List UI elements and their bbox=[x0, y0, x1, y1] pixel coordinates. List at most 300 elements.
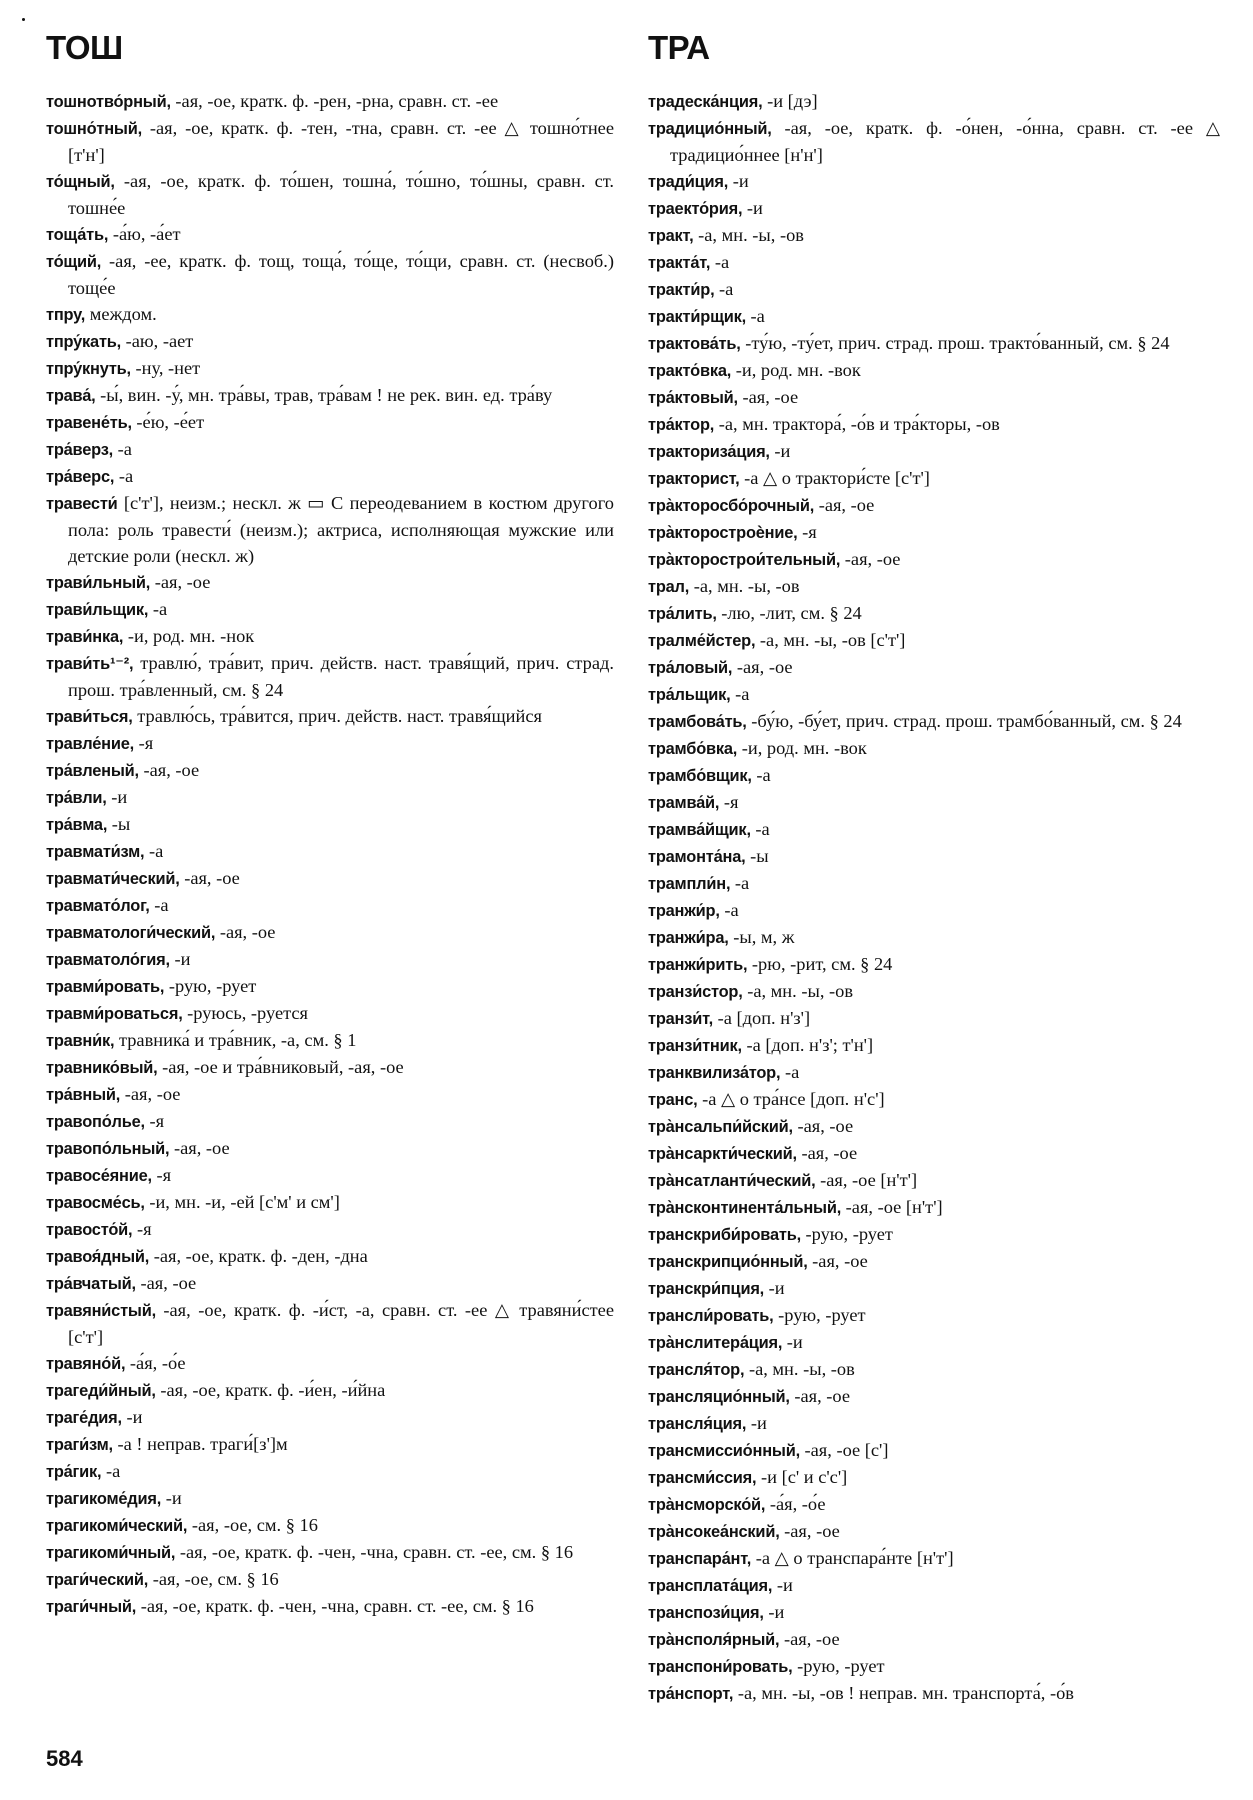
entry-headword: траекто́рия, bbox=[648, 200, 743, 218]
dictionary-entry bbox=[46, 1243, 614, 1270]
entry-headword: тра́гик, bbox=[46, 1463, 102, 1481]
dictionary-entry bbox=[648, 195, 1220, 222]
dictionary-entry bbox=[648, 276, 1220, 303]
entry-headword: тра́вный, bbox=[46, 1086, 121, 1104]
entry-text: -и bbox=[746, 1413, 767, 1433]
entry-headword: трамбова́ть, bbox=[648, 713, 747, 731]
dictionary-entry bbox=[648, 843, 1220, 870]
entry-headword: тпру, bbox=[46, 306, 86, 324]
entry-headword: тра́нспорт, bbox=[648, 1685, 734, 1703]
entry-headword: травле́ние, bbox=[46, 735, 134, 753]
entry-text: -рую, -рует bbox=[792, 1656, 885, 1676]
entry-headword: транскриби́ровать, bbox=[648, 1226, 801, 1244]
dictionary-entry bbox=[46, 811, 614, 838]
entry-text: -ая, -ое, кратк. ф. -рен, -рна, сравн. ст. -ее bbox=[170, 91, 499, 111]
entry-text: -ая, -ое bbox=[779, 1629, 840, 1649]
entry-text: -и, род. мн. -нок bbox=[123, 626, 255, 646]
entry-headword: травести́ bbox=[46, 495, 118, 513]
entry-text: -а́я, -о́е bbox=[125, 1353, 186, 1373]
entry-text: -а, мн. -ы, -ов bbox=[742, 981, 854, 1001]
entry-headword: трамва́йщик, bbox=[648, 821, 751, 839]
entry-text: -е́ю, -е́ет bbox=[131, 412, 205, 432]
entry-text: -ая, -ое bbox=[840, 549, 901, 569]
dictionary-entry bbox=[648, 519, 1220, 546]
dictionary-entry bbox=[648, 438, 1220, 465]
dictionary-entry bbox=[648, 654, 1220, 681]
dictionary-entry bbox=[46, 730, 614, 757]
dictionary-entry bbox=[46, 1216, 614, 1243]
entry-headword: тра̀нсконтинента́льный, bbox=[648, 1199, 842, 1217]
entry-headword: трави́льщик, bbox=[46, 601, 149, 619]
entry-headword: тпру́кать, bbox=[46, 333, 122, 351]
entry-text: -я bbox=[151, 1165, 172, 1185]
entry-text: -и bbox=[161, 1488, 182, 1508]
entry-text: -а bbox=[751, 765, 771, 785]
entry-text: -ая, -ое и тра́вниковый, -ая, -ое bbox=[157, 1057, 404, 1077]
entry-text: травлю́, тра́вит, прич. действ. наст. травя́щий, прич. страд. прош. тра́вленный, см. § 24 bbox=[68, 653, 614, 700]
entry-headword: тра́льщик, bbox=[648, 686, 731, 704]
entry-headword: тра̀нсаркти́ческий, bbox=[648, 1145, 797, 1163]
dictionary-entry bbox=[46, 1377, 614, 1404]
entry-headword: травматоло́гия, bbox=[46, 951, 170, 969]
entry-text: -бу́ю, -бу́ет, прич. страд. прош. трамбо́ванный, см. § 24 bbox=[746, 711, 1182, 731]
dictionary-entry bbox=[648, 1059, 1220, 1086]
entry-headword: травосме́сь, bbox=[46, 1194, 145, 1212]
entry-text: [с'т'], неизм.; нескл. ж ▭ С переодеванием в костюм другого пола: роль травести́ (неизм.); актриса, исполняющая мужские или детские роли (нескл. ж) bbox=[68, 493, 614, 566]
entry-headword: тра̀кторостроѐние, bbox=[648, 524, 798, 542]
entry-headword: транспози́ция, bbox=[648, 1604, 764, 1622]
entry-text: -я bbox=[132, 1219, 152, 1239]
entry-text: -ая, -ое bbox=[732, 657, 793, 677]
dictionary-entry bbox=[648, 1653, 1220, 1680]
entry-text: -а, мн. -ы, -ов bbox=[693, 225, 804, 245]
entry-text: -ая, -ое [н'т'] bbox=[841, 1197, 943, 1217]
entry-headword: трави́ться, bbox=[46, 708, 133, 726]
entry-headword: траге́дия, bbox=[46, 1409, 122, 1427]
entry-text: -ая, -ое bbox=[789, 1386, 850, 1406]
entry-headword: транспара́нт, bbox=[648, 1550, 752, 1568]
entry-headword: трал, bbox=[648, 578, 690, 596]
entry-text: -и, род. мн. -вок bbox=[737, 738, 867, 758]
dictionary-entry bbox=[46, 1539, 614, 1566]
entry-headword: тра́ктовый, bbox=[648, 389, 738, 407]
entry-text: -ая, -ое bbox=[215, 922, 276, 942]
dictionary-entry bbox=[648, 1140, 1220, 1167]
dictionary-entry bbox=[648, 1275, 1220, 1302]
entry-text: -и, мн. -и, -ей [с'м' и см'] bbox=[144, 1192, 340, 1212]
running-head-left: ТОШ bbox=[46, 29, 123, 66]
entry-headword: традицио́нный, bbox=[648, 120, 772, 138]
entry-headword: транскрипцио́нный, bbox=[648, 1253, 808, 1271]
dictionary-entry bbox=[46, 382, 614, 409]
dictionary-entry bbox=[648, 1599, 1220, 1626]
entry-headword: транзи́тник, bbox=[648, 1037, 742, 1055]
entry-text: -а́ю, -а́ет bbox=[108, 224, 181, 244]
entry-text: -и bbox=[742, 198, 763, 218]
entry-headword: тради́ция, bbox=[648, 173, 729, 191]
entry-list-left bbox=[46, 88, 614, 1620]
dictionary-entry bbox=[46, 703, 614, 730]
dictionary-entry bbox=[46, 1404, 614, 1431]
entry-headword: то́щный, bbox=[46, 173, 115, 191]
entry-text: -и bbox=[772, 1575, 793, 1595]
dictionary-entry bbox=[648, 384, 1220, 411]
dictionary-entry bbox=[648, 411, 1220, 438]
entry-text: -я bbox=[797, 522, 817, 542]
entry-headword: трави́льный, bbox=[46, 574, 151, 592]
entry-headword: транжи́рить, bbox=[648, 956, 748, 974]
dictionary-entry bbox=[648, 789, 1220, 816]
entry-headword: травнико́вый, bbox=[46, 1059, 158, 1077]
entry-text: -ы, м, ж bbox=[728, 927, 795, 947]
dictionary-entry bbox=[648, 708, 1220, 735]
entry-headword: трансля́ция, bbox=[648, 1415, 747, 1433]
entry-headword: тра̀нсокеа́нский, bbox=[648, 1523, 780, 1541]
entry-text: -а bbox=[745, 306, 765, 326]
dictionary-entry bbox=[46, 1512, 614, 1539]
entry-text: -ы bbox=[745, 846, 769, 866]
print-speck bbox=[22, 18, 25, 21]
entry-text: -и bbox=[764, 1278, 785, 1298]
entry-text: -ая, -ое bbox=[807, 1251, 868, 1271]
entry-text: -ая, -ое bbox=[120, 1084, 181, 1104]
dictionary-entry bbox=[648, 465, 1220, 492]
entry-text: -а bbox=[730, 684, 750, 704]
dictionary-entry bbox=[648, 1491, 1220, 1518]
entry-text: -рую, -рует bbox=[164, 976, 257, 996]
entry-headword: трансли́ровать, bbox=[648, 1307, 774, 1325]
dictionary-entry bbox=[648, 357, 1220, 384]
entry-text: -а bbox=[144, 841, 164, 861]
entry-headword: трамва́й, bbox=[648, 794, 720, 812]
dictionary-entry bbox=[46, 168, 614, 221]
entry-headword: тракторист, bbox=[648, 470, 740, 488]
entry-text: -ая, -ое, кратк. ф. -чен, -чна, сравн. ст. -ее, см. § 16 bbox=[175, 1542, 574, 1562]
entry-headword: травми́ровать, bbox=[46, 978, 165, 996]
dictionary-entry bbox=[648, 978, 1220, 1005]
entry-text: -а bbox=[730, 873, 750, 893]
entry-headword: тошно́тный, bbox=[46, 120, 142, 138]
entry-text: -а, мн. -ы, -ов ! неправ. мн. транспорта́, -о́в bbox=[733, 1683, 1074, 1703]
dictionary-entry bbox=[46, 1270, 614, 1297]
entry-text: -рю, -рит, см. § 24 bbox=[747, 954, 893, 974]
entry-text: -и bbox=[121, 1407, 143, 1427]
entry-text: -ту́ю, -ту́ет, прич. страд. прош. тракто́ванный, см. § 24 bbox=[740, 333, 1170, 353]
dictionary-entry bbox=[648, 1194, 1220, 1221]
dictionary-entry bbox=[648, 924, 1220, 951]
dictionary-entry bbox=[648, 1572, 1220, 1599]
entry-text: -а bbox=[113, 439, 132, 459]
entry-text: -ая, -ое, кратк. ф. -и́ен, -и́йна bbox=[155, 1380, 386, 1400]
entry-headword: транжи́р, bbox=[648, 902, 720, 920]
dictionary-entry bbox=[46, 1297, 614, 1350]
entry-text: -ая, -ое, см. § 16 bbox=[148, 1569, 279, 1589]
dictionary-entry bbox=[46, 596, 614, 623]
entry-headword: трансплата́ция, bbox=[648, 1577, 773, 1595]
dictionary-entry bbox=[648, 222, 1220, 249]
entry-headword: трансляцио́нный, bbox=[648, 1388, 790, 1406]
entry-headword: траги́зм, bbox=[46, 1436, 113, 1454]
entry-headword: травмато́лог, bbox=[46, 897, 150, 915]
entry-headword: тра̀нсморско́й, bbox=[648, 1496, 766, 1514]
entry-headword: травоя́дный, bbox=[46, 1248, 150, 1266]
entry-headword: траги́ческий, bbox=[46, 1571, 149, 1589]
dictionary-entry bbox=[648, 1221, 1220, 1248]
dictionary-entry bbox=[46, 88, 614, 115]
entry-text: -а, мн. -ы, -ов [с'т'] bbox=[755, 630, 906, 650]
entry-text: -а bbox=[780, 1062, 800, 1082]
dictionary-entry bbox=[46, 1350, 614, 1377]
entry-headword: трагикоми́ческий, bbox=[46, 1517, 188, 1535]
entry-text: травлю́сь, тра́вится, прич. действ. наст. травя́щийся bbox=[132, 706, 542, 726]
entry-text: -ая, -ое [с'] bbox=[799, 1440, 889, 1460]
dictionary-entry bbox=[648, 1167, 1220, 1194]
entry-text: -рую, -рует bbox=[773, 1305, 866, 1325]
dictionary-entry bbox=[46, 1000, 614, 1027]
entry-headword: тра́ловый, bbox=[648, 659, 733, 677]
entry-headword: трансмиссио́нный, bbox=[648, 1442, 800, 1460]
entry-text: -ая, -ое bbox=[792, 1116, 854, 1136]
entry-text: -лю, -лит, см. § 24 bbox=[716, 603, 862, 623]
entry-headword: тоща́ть, bbox=[46, 226, 109, 244]
entry-text: -я bbox=[144, 1111, 165, 1131]
entry-text: -ы bbox=[107, 814, 131, 834]
dictionary-entry bbox=[46, 757, 614, 784]
dictionary-entry bbox=[648, 735, 1220, 762]
dictionary-entry bbox=[648, 330, 1220, 357]
entry-headword: тракто́вка, bbox=[648, 362, 732, 380]
entry-headword: тра́лить, bbox=[648, 605, 717, 623]
dictionary-entry bbox=[46, 436, 614, 463]
page-number: 584 bbox=[46, 1746, 83, 1771]
dictionary-entry bbox=[648, 249, 1220, 276]
entry-headword: трансля́тор, bbox=[648, 1361, 745, 1379]
entry-headword: тра̀нслитера́ция, bbox=[648, 1334, 783, 1352]
dictionary-entry bbox=[648, 1086, 1220, 1113]
entry-text: -ая, -ое bbox=[779, 1521, 840, 1541]
entry-text: -аю, -ает bbox=[121, 331, 194, 351]
left-column bbox=[46, 28, 614, 1620]
entry-headword: тра́вма, bbox=[46, 816, 108, 834]
dictionary-entry bbox=[46, 1081, 614, 1108]
dictionary-entry bbox=[648, 1545, 1220, 1572]
dictionary-entry bbox=[46, 784, 614, 811]
entry-text: -ая, -ое, кратк. ф. -чен, -чна, сравн. ст. -ее, см. § 16 bbox=[136, 1596, 534, 1616]
entry-headword: трампли́н, bbox=[648, 875, 731, 893]
entry-headword: транс, bbox=[648, 1091, 698, 1109]
entry-text: -а bbox=[714, 279, 734, 299]
dictionary-entry bbox=[46, 328, 614, 355]
entry-text: -а, мн. трактора́, -о́в и тра́кторы, -ов bbox=[714, 414, 1000, 434]
dictionary-entry bbox=[46, 892, 614, 919]
dictionary-entry bbox=[648, 1680, 1220, 1707]
dictionary-entry bbox=[648, 870, 1220, 897]
entry-text: -ая, -ое, см. § 16 bbox=[187, 1515, 318, 1535]
entry-text: -ая, -ое [н'т'] bbox=[815, 1170, 918, 1190]
dictionary-entry bbox=[648, 1302, 1220, 1329]
entry-headword: тра̀нсатланти́ческий, bbox=[648, 1172, 816, 1190]
entry-headword: транзи́стор, bbox=[648, 983, 743, 1001]
entry-headword: трагикоми́чный, bbox=[46, 1544, 176, 1562]
dictionary-entry bbox=[46, 623, 614, 650]
dictionary-entry bbox=[46, 1431, 614, 1458]
entry-text: -а bbox=[710, 252, 730, 272]
dictionary-entry bbox=[648, 168, 1220, 195]
entry-headword: тра́вли, bbox=[46, 789, 107, 807]
entry-text: -рую, -рует bbox=[800, 1224, 893, 1244]
dictionary-entry bbox=[648, 1437, 1220, 1464]
entry-headword: трагеди́йный, bbox=[46, 1382, 156, 1400]
entry-text: -ая, -ое bbox=[814, 495, 875, 515]
entry-headword: тра̀кторострои́тельный, bbox=[648, 551, 841, 569]
entry-headword: тракти́р, bbox=[648, 281, 715, 299]
entry-headword: травосе́яние, bbox=[46, 1167, 152, 1185]
dictionary-entry bbox=[46, 1135, 614, 1162]
dictionary-entry bbox=[648, 1329, 1220, 1356]
entry-headword: трактова́ть, bbox=[648, 335, 741, 353]
dictionary-entry bbox=[648, 897, 1220, 924]
entry-headword: травяни́стый, bbox=[46, 1302, 156, 1320]
entry-text: -и [дэ] bbox=[762, 91, 818, 111]
entry-headword: тракториза́ция, bbox=[648, 443, 770, 461]
entry-headword: тралме́йстер, bbox=[648, 632, 756, 650]
dictionary-entry bbox=[46, 115, 614, 168]
entry-headword: тра̀нсальпи́йский, bbox=[648, 1118, 793, 1136]
dictionary-entry bbox=[46, 1458, 614, 1485]
entry-text: -ая, -ое bbox=[138, 760, 200, 780]
dictionary-entry bbox=[648, 1356, 1220, 1383]
entry-headword: транквилиза́тор, bbox=[648, 1064, 781, 1082]
entry-text: -ая, -ое, кратк. ф. то́шен, тошна́, то́шно, то́шны, сравн. ст. тошне́е bbox=[68, 171, 614, 218]
entry-text: -ая, -ое bbox=[135, 1273, 197, 1293]
entry-text: -и bbox=[106, 787, 128, 807]
entry-text: -а △ о транспара́нте [н'т'] bbox=[751, 1548, 954, 1568]
entry-text: -ы́, вин. -у́, мн. тра́вы, трав, тра́вам ! не рек. вин. ед. тра́ву bbox=[95, 385, 553, 405]
entry-text: -и, род. мн. -вок bbox=[731, 360, 861, 380]
entry-headword: тракта́т, bbox=[648, 254, 711, 272]
dictionary-entry bbox=[46, 1162, 614, 1189]
entry-text: -а, мн. -ы, -ов bbox=[744, 1359, 855, 1379]
entry-text: -и bbox=[769, 441, 791, 461]
entry-text: -ая, -ое, кратк. ф. -о́нен, -о́нна, сравн. ст. -ее △ традицио́ннее [н'н'] bbox=[670, 118, 1220, 165]
entry-text: -и bbox=[763, 1602, 785, 1622]
dictionary-entry bbox=[648, 1248, 1220, 1275]
dictionary-entry bbox=[46, 650, 614, 703]
entry-headword: травене́ть, bbox=[46, 414, 132, 432]
entry-headword: трамбо́вка, bbox=[648, 740, 738, 758]
dictionary-entry bbox=[46, 865, 614, 892]
entry-text: -а bbox=[101, 1461, 121, 1481]
dictionary-entry bbox=[648, 115, 1220, 168]
dictionary-entry bbox=[648, 573, 1220, 600]
entry-headword: трансми́ссия, bbox=[648, 1469, 757, 1487]
entry-headword: тошнотво́рный, bbox=[46, 93, 171, 111]
entry-headword: тра́ктор, bbox=[648, 416, 715, 434]
entry-headword: трави́ть¹⁻², bbox=[46, 655, 134, 673]
entry-headword: то́щий, bbox=[46, 253, 102, 271]
entry-headword: травматологи́ческий, bbox=[46, 924, 216, 942]
entry-text: -и bbox=[728, 171, 749, 191]
dictionary-entry bbox=[648, 1518, 1220, 1545]
dictionary-entry bbox=[648, 546, 1220, 573]
entry-text: -а bbox=[148, 599, 168, 619]
entry-headword: трави́нка, bbox=[46, 628, 124, 646]
entry-headword: тра́вленый, bbox=[46, 762, 139, 780]
entry-headword: транжи́ра, bbox=[648, 929, 729, 947]
running-head-right: ТРА bbox=[648, 29, 710, 66]
entry-headword: трава́, bbox=[46, 387, 96, 405]
entry-headword: тра́верс, bbox=[46, 468, 115, 486]
dictionary-entry bbox=[648, 1113, 1220, 1140]
dictionary-entry bbox=[46, 490, 614, 569]
entry-headword: траги́чный, bbox=[46, 1598, 137, 1616]
dictionary-entry bbox=[648, 816, 1220, 843]
dictionary-entry bbox=[46, 1593, 614, 1620]
dictionary-entry bbox=[648, 1383, 1220, 1410]
dictionary-entry bbox=[648, 762, 1220, 789]
dictionary-entry bbox=[46, 1108, 614, 1135]
dictionary-entry bbox=[46, 463, 614, 490]
entry-text: -а́я, -о́е bbox=[765, 1494, 826, 1514]
entry-text: -а bbox=[114, 466, 134, 486]
entry-text: -ая, -ое, кратк. ф. -и́ст, -а, сравн. ст. -ее △ травяни́стее [с'т'] bbox=[68, 1300, 614, 1347]
entry-text: -а, мн. -ы, -ов bbox=[689, 576, 800, 596]
dictionary-entry bbox=[648, 681, 1220, 708]
entry-text: -ая, -ое, кратк. ф. -ден, -дна bbox=[149, 1246, 368, 1266]
entry-text: -и bbox=[169, 949, 191, 969]
entry-text: -ая, -ое bbox=[169, 1138, 230, 1158]
dictionary-entry bbox=[46, 569, 614, 596]
dictionary-entry bbox=[46, 355, 614, 382]
dictionary-entry bbox=[46, 1485, 614, 1512]
dictionary-entry bbox=[46, 1189, 614, 1216]
entry-headword: травопо́лье, bbox=[46, 1113, 145, 1131]
dictionary-entry bbox=[46, 301, 614, 328]
entry-text: травника́ и тра́вник, -а, см. § 1 bbox=[114, 1030, 357, 1050]
entry-text: -а bbox=[149, 895, 169, 915]
entry-headword: транскри́пция, bbox=[648, 1280, 765, 1298]
entry-headword: тра́верз, bbox=[46, 441, 114, 459]
entry-text: -а ! неправ. траги́[з']м bbox=[112, 1434, 288, 1454]
entry-text: -ая, -ое, кратк. ф. -тен, -тна, сравн. ст. -ее △ тошно́тнее [т'н'] bbox=[68, 118, 614, 165]
dictionary-entry bbox=[648, 1626, 1220, 1653]
entry-text: -а △ о трактори́сте [с'т'] bbox=[739, 468, 930, 488]
entry-text: -ну, -нет bbox=[130, 358, 201, 378]
dictionary-entry bbox=[648, 600, 1220, 627]
dictionary-entry bbox=[46, 248, 614, 301]
right-column bbox=[648, 28, 1220, 1707]
entry-text: -ая, -ое bbox=[737, 387, 799, 407]
entry-headword: тракт, bbox=[648, 227, 694, 245]
entry-headword: тра̀нсполя́рный, bbox=[648, 1631, 780, 1649]
dictionary-entry bbox=[648, 303, 1220, 330]
entry-text: -я bbox=[133, 733, 154, 753]
dictionary-entry bbox=[648, 1410, 1220, 1437]
dictionary-entry bbox=[648, 951, 1220, 978]
dictionary-entry bbox=[648, 1032, 1220, 1059]
dictionary-entry bbox=[46, 1566, 614, 1593]
dictionary-entry bbox=[46, 221, 614, 248]
entry-headword: тра̀кторосбо́рочный, bbox=[648, 497, 815, 515]
entry-headword: травмати́зм, bbox=[46, 843, 145, 861]
dictionary-entry bbox=[648, 88, 1220, 115]
entry-text: -а [доп. н'з'] bbox=[713, 1008, 811, 1028]
entry-text: -ая, -ее, кратк. ф. тощ, тоща́, то́ще, то́щи, сравн. ст. (несвоб.) тоще́е bbox=[68, 251, 614, 298]
entry-headword: традеска́нция, bbox=[648, 93, 763, 111]
entry-text: междом. bbox=[85, 304, 157, 324]
entry-text: -а bbox=[719, 900, 739, 920]
entry-headword: транспони́ровать, bbox=[648, 1658, 793, 1676]
